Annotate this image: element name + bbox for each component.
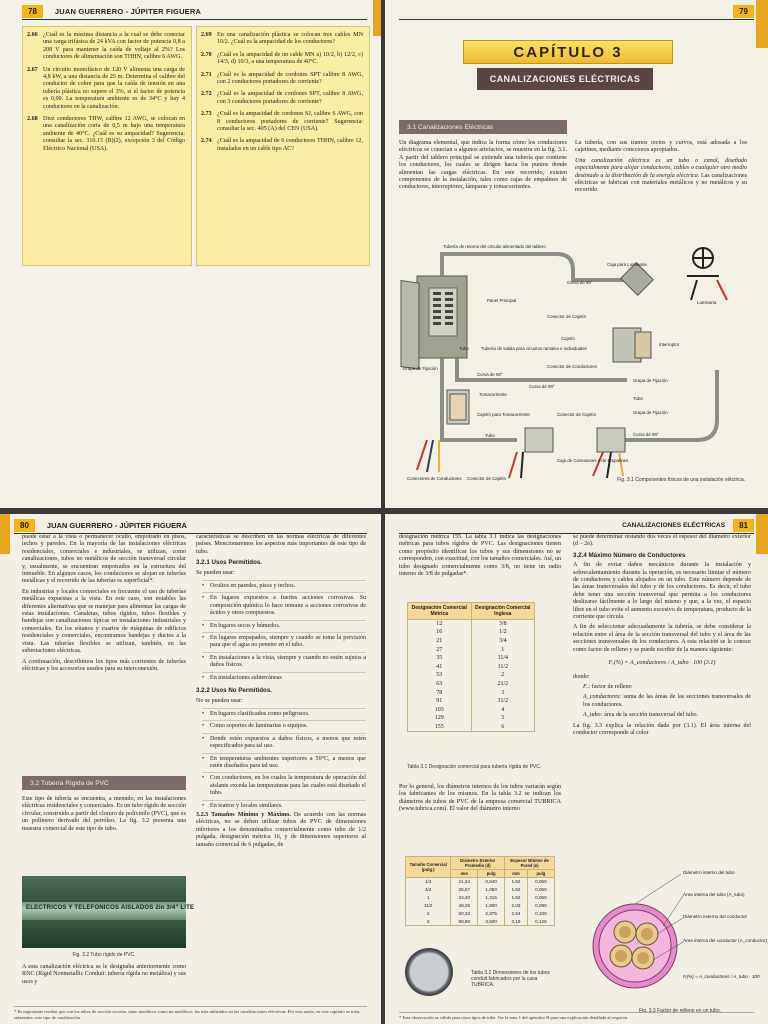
label-tubo2: Tubo	[633, 396, 643, 401]
table-row	[408, 654, 535, 663]
bullet-item: • Ocultos en paredes, pisos y techos.	[202, 580, 366, 592]
running-head: JUAN GUERRERO - JÚPITER FIGUERA	[54, 6, 202, 16]
definition-symbol: Fᵣ:	[583, 683, 591, 690]
bullet-item: • En lugares expuestos a fuertes acciones corrosivas. Su composición química lo hace inmune a acciones corrosivas de ácidos y otros compuestos.	[202, 592, 366, 619]
table-cell: 11/2	[471, 662, 534, 671]
exercise-text: ¿Cuál es la ampacidad de cordones SJ, calibre 6 AWG, con 8 conductores portadores de corriente? Sugerencia: consultar la sec. 405 (A) del CEN (USA).	[217, 111, 363, 133]
table-row	[406, 878, 555, 886]
label-tubo3: Tubo	[485, 433, 495, 438]
label-luminaria: Luminaria	[697, 300, 717, 305]
paragraph: designación métrica 155. La tabla 3.1 indica las designaciones métricas para tubos rígidos de PVC. Las designaciones tienen como propósito identificar los tubos y sus dimensiones no se corresponden, con exactitud, con los tamaños comerciales. Así, un tubo designado comercialmente como 3/8, no tiene un radio interno de 3/8 de pulgadas*.	[399, 534, 561, 578]
table-cell: 21,34	[451, 878, 478, 886]
exercise-text: ¿Cuál es la máxima distancia a la cual se debe conectar una carga trifásica de 24 kVA con factor de potencia 0,8 a 208 V para mantener la caída de voltaje al 2%? Los conductores de alimentación son THHN, calibre 6 AWG.	[43, 32, 185, 61]
chapter-subtitle: CANALIZACIONES ELÉCTRICAS	[477, 68, 653, 90]
definition-italic: Una canalización eléctrica es un tubo o canal, diseñado especialmente para alojar conductores, cables o cualquier otro medio destinado a la distribución de la energía eléctrica.	[575, 157, 747, 179]
table-row	[408, 714, 535, 723]
label-cajetin: Cajetín	[561, 336, 575, 341]
table-cell: 1,050	[478, 886, 505, 894]
table-cell: 21/2	[471, 680, 534, 689]
definition-item	[573, 684, 751, 691]
label-grapa: Grapa de Fijación	[403, 366, 438, 371]
subsection-heading: 3.2.4 Máximo Número de Conductores	[573, 551, 686, 559]
table-row	[406, 886, 555, 894]
page-header	[399, 518, 754, 532]
text-column-left-3	[22, 964, 186, 989]
label-curva90c: Curva de 90°	[529, 384, 555, 389]
page-81	[385, 514, 768, 1024]
label-conectores-conductores: Conectores de Conductores	[407, 476, 462, 481]
chapter-tab	[756, 0, 768, 48]
definition-text: factor de relleno	[591, 683, 632, 690]
table-cell: 2,03	[505, 902, 528, 910]
table-cell: 0,060	[527, 886, 554, 894]
label-area-tubo: Área interna del tubo (A_tubo)	[683, 892, 745, 897]
table-row	[408, 697, 535, 706]
table-cell: 3/4	[406, 886, 451, 894]
exercise-item	[197, 32, 369, 47]
paragraph: Por lo general, los diámetros internos de los tubos variarán según los fabricantes de los mismos. En la tabla 3.2 se indican los diámetros de tubos de PVC de la empresa comercial TUBRICA (www.tubrica.com). El valor del diámetro interno	[399, 784, 561, 813]
paragraph: A continuación, describimos los tipos más corrientes de tuberías eléctricas y los accesorios usados para su interconexión.	[22, 658, 186, 672]
label-grapa3: Grapa de Fijación	[633, 410, 668, 415]
table-header: Tamaño Comercial (pulg.)	[406, 857, 451, 878]
label-interruptor: Interruptor	[659, 342, 680, 347]
exercise-item	[23, 67, 191, 111]
paragraph	[575, 158, 747, 195]
chapter-tab	[756, 514, 768, 554]
table-cell: 35	[408, 654, 472, 663]
table-cell: 2,375	[478, 910, 505, 918]
table-cell: 31/2	[471, 697, 534, 706]
definition-item	[573, 694, 751, 709]
table-cell: 33,40	[451, 894, 478, 902]
table-header: Espesor Mínimo de Pared (e)	[505, 857, 555, 870]
table-cell: 0,080	[527, 902, 554, 910]
label-conector-cajetin2: Conector de Cajetín	[557, 412, 597, 417]
table-cell: 1,315	[478, 894, 505, 902]
table-row	[406, 894, 555, 902]
table-cell: 0,060	[527, 878, 554, 886]
page-number: 79	[733, 5, 754, 18]
bullet-item: • En instalaciones subterráneas	[202, 672, 366, 684]
exercise-item	[197, 72, 369, 87]
label-curva90d: Curva de 90°	[633, 432, 659, 437]
tube-print: ELECTRICOS Y TELEFONICOS AISLADOS 2in 3/4" LITE	[26, 905, 195, 911]
junction-box	[525, 428, 553, 452]
label-conector-cajetin3: Conector de Cajetín	[467, 476, 507, 481]
table-row	[408, 620, 535, 629]
exercise-number: 2.70	[201, 51, 212, 58]
label-caja-lum: Caja para Luminaria	[607, 262, 647, 267]
definition-item	[573, 712, 751, 719]
exercise-box-left	[22, 26, 192, 266]
exercise-item	[197, 91, 369, 106]
table-cell: 63	[408, 680, 472, 689]
figure-caption: Fig. 3.2 Tubo rígido de PVC.	[72, 952, 136, 958]
label-cajetin-toma: Cajetín para Tomacorriente	[477, 412, 530, 417]
page-header	[14, 518, 367, 532]
table-cell: 11/2	[406, 902, 451, 910]
panel-door	[401, 281, 419, 370]
page-80	[0, 514, 381, 1024]
paragraph: puede estar a la vista o permanecer oculto, empotrado en pisos, techos y paredes. En la mayoría de las instalaciones eléctricas residenciales, comerciales e industriales, se utilizan, como canalizaciones, tubos no metálicos de sección transversal circular y, usualmente, se encuentran empotrados en la estructura del inmueble. En algunos casos, los conductores se alojan en tuberías metálicas y el recorrido de las tuberías es superficial*.	[22, 534, 186, 585]
paragraph-rest: Las canalizaciones eléctricas se fabrican con materiales metálicos y no metálicos y su recorrido	[575, 172, 747, 194]
table-cell: 11/4	[471, 654, 534, 663]
text-column-left	[399, 534, 561, 581]
table-cell: 1/2	[471, 628, 534, 637]
table-cell: 1,900	[478, 902, 505, 910]
table-row	[408, 680, 535, 689]
paragraph: No se pueden usar:	[196, 697, 243, 704]
exercise-text: ¿Cuál es la ampacidad de cordones SPT calibre 8 AWG, con 2 conductores portadores de corriente?	[217, 71, 363, 86]
table-cell: 53	[408, 671, 472, 680]
label-caja-conexiones: Caja de Conexiones o de Empalmes	[557, 458, 629, 463]
exercise-number: 2.74	[201, 138, 212, 145]
page-header	[22, 4, 367, 18]
figure-caption: Fig. 3.3 Factor de relleno en un tubo.	[639, 1008, 721, 1014]
table-cell: 91	[408, 697, 472, 706]
table-3-1	[407, 602, 535, 732]
table-cell: 88,90	[451, 918, 478, 926]
table-cell: 129	[408, 714, 472, 723]
text-column-right	[573, 534, 751, 740]
text-column-left-2	[399, 784, 561, 817]
table-cell: 155	[408, 723, 472, 732]
table-cell: 1,52	[505, 886, 528, 894]
subsection-heading: 3.2.1 Usos Permitidos.	[196, 559, 263, 567]
bullet-item: • En lugares secos y húmedos.	[202, 620, 366, 632]
table-cell: 3,500	[478, 918, 505, 926]
table-row	[408, 705, 535, 714]
table-cell: 0,100	[527, 910, 554, 918]
exercise-item	[23, 32, 191, 62]
table-row	[406, 918, 555, 926]
paragraph: La tubería, con sus tramos rectos y curvos, está adosada a los cajetines, mediante conectores apropiados.	[575, 140, 747, 154]
table-cell: 16	[408, 628, 472, 637]
table-cell: 5	[471, 714, 534, 723]
exercise-text: ¿Cuál es la ampacidad de un cable MN a) 10/2, b) 12/2, c) 14/3, d) 10/3, a una temperatura de 40°C.	[217, 51, 363, 66]
bullet-item: • En instalaciones a la vista, siempre y cuando no estén sujetos a daños físicos.	[202, 652, 366, 672]
page-number: 78	[22, 5, 43, 18]
table-row	[406, 902, 555, 910]
table-cell: 4	[471, 705, 534, 714]
table-cell: 3/8	[471, 620, 534, 629]
paragraph: A fin de seleccionar adecuadamente la tubería, se debe considerar la relación entre el área de la sección transversal del tubo y el área de las secciones transversales de los conductores. A esta relación se le conoce como factor de relleno y se puede escribir de la manera siguiente:	[573, 624, 751, 653]
pvc-tube-photo	[22, 876, 195, 948]
running-head: JUAN GUERRERO - JÚPITER FIGUERA	[46, 520, 187, 530]
unit-header: mm	[451, 870, 478, 878]
page-78	[0, 0, 381, 508]
bullet-item: • En temperaturas ambientes superiores a 50°C, a menos que estén diseñados para tal uso.	[202, 753, 366, 773]
table-cell: 27	[408, 645, 472, 654]
table-cell: 1/2	[406, 878, 451, 886]
table-cell: 2	[406, 910, 451, 918]
table-cell: 60,32	[451, 910, 478, 918]
chapter-tab	[0, 514, 10, 554]
text-column-left-2	[22, 796, 186, 836]
label-tomacorriente: Tomacorriente	[479, 392, 507, 397]
section-heading: 3.1 Canalizaciones Eléctricas	[399, 120, 567, 134]
exercise-item	[197, 111, 369, 133]
unit-header: pulg	[527, 870, 554, 878]
formula-definitions	[573, 684, 751, 720]
text-column-right	[575, 140, 747, 198]
label-tubo: Tubo	[459, 346, 469, 351]
definition-symbol: A_conductores:	[583, 694, 622, 701]
paragraph: A esta canalización eléctrica se le designaba anteriormente como RNC (Rigid Nonmetallic Conduit: tubería rígida no metálica) y sus usos y	[22, 964, 186, 985]
table-header: Diámetro Exterior Promedio (d)	[451, 857, 505, 870]
subsection-heading: 3.2.2 Usos No Permitidos.	[196, 687, 272, 695]
paragraph: características se describen en las normas eléctricas de diferentes países. Mencionaremos los aspectos más importantes de este tipo de tubo.	[196, 534, 366, 555]
table-cell: 41	[408, 662, 472, 671]
conduit-up	[442, 254, 627, 280]
table-cell: 21	[408, 637, 472, 646]
fill-factor-diagram	[591, 866, 768, 1006]
table-row	[408, 723, 535, 732]
switch	[635, 332, 651, 358]
text-column-right	[196, 534, 366, 852]
definition-text: área de la sección transversal del tubo.	[604, 712, 699, 719]
exercise-item	[197, 138, 369, 153]
table-cell: 78	[408, 688, 472, 697]
section-heading: 3.2 Tubería Rígida de PVC	[22, 776, 186, 790]
label-panel: Panel Principal	[487, 298, 517, 303]
table-cell: 3	[406, 918, 451, 926]
table-cell: 0,060	[527, 894, 554, 902]
table-cell: 3/4	[471, 637, 534, 646]
page-number: 80	[14, 519, 35, 532]
tube-inner	[599, 910, 671, 982]
label-curva90a: Curva de 90°	[567, 280, 593, 285]
table-cell: 1	[406, 894, 451, 902]
luminaire	[687, 248, 719, 276]
allowed-uses-list	[196, 580, 366, 684]
table-cell: 103	[408, 705, 472, 714]
table-cell: 12	[408, 620, 472, 629]
exercise-item	[197, 52, 369, 67]
table-row	[408, 637, 535, 646]
exercise-text: En una canalización plástica se colocan tres cables MN 10/2. ¿Cuál es la ampacidad de los conductores?	[217, 32, 363, 46]
table-cell: 3	[471, 688, 534, 697]
exercise-item	[23, 116, 191, 153]
footnote: * Es importante resaltar que son los tubos de sección circular, tanto metálicos como no metálicos, los más utilizados en las canalizaciones eléctricas. Por esta razón, en este capítulo se trata, solamente, este tipo de canalización.	[14, 1006, 367, 1020]
fig-formula: Fᵣ(%) = A_conductores / A_tubo · 100	[683, 974, 760, 979]
table-3-2	[405, 856, 555, 926]
table-row	[408, 662, 535, 671]
outlet	[450, 394, 466, 420]
subsection-heading: 3.2.3 Tamaños Mínimo y Máximo.	[196, 811, 291, 818]
paragraph: Un diagrama elemental, que indica la forma cómo los conductores eléctricos se conectan a algunos artefactos, se muestra en la fig. 3.1. A partir del tablero principal se extiende una tubería que contiene los conductores, los cuales se dirigen hacia los puntos donde alimentan las cargas eléctricas. En este recorrido, existen componentes de la instalación, tales como cajas de empalmes de conductores, interruptores, lámparas y tomacorrientes.	[399, 140, 567, 191]
table-row	[408, 688, 535, 697]
exercise-number: 2.67	[27, 66, 38, 73]
page-header	[399, 4, 754, 18]
formula-3-1: Fᵣ(%) = A_conductores / A_tubo · 100 (3.1)	[608, 660, 716, 667]
definition-text: suma de las áreas de las secciones transversales de los conductores.	[583, 694, 751, 708]
table-row	[408, 671, 535, 680]
paragraph: A fin de evitar daños mecánicos durante la instalación y sobrecalentamiento durante la operación, es necesario limitar el número de conductores y cables alojados en un tubo. Este número depende de las áreas transversales del tubo y de los conductores. Es decir, el tubo debe tener una sección transversal que permita a los conductores deslizarse fácilmente a lo largo del mismo y que, a la vez, el espacio libre en el tubo evite el aumento excesivo de temperatura, producto de la corriente que circula.	[573, 562, 751, 621]
bullet-item: • En lugares empapados, siempre y cuando se tome la previsión para que el agua no penetre en el tubo.	[202, 632, 366, 652]
bullet-item: • En teatros y locales similares.	[202, 800, 366, 812]
forbidden-uses-list	[196, 708, 366, 812]
table-cell: 3,18	[505, 918, 528, 926]
table-header: Designación Comercial Métrica	[408, 603, 472, 620]
label-conector-cajetin: Conector de Cajetín	[547, 314, 587, 319]
table-cell: 1,52	[505, 878, 528, 886]
table-cell: 26,67	[451, 886, 478, 894]
label-tuberia-salida: Tubería de salida para circuitos ramales e individuales	[481, 346, 587, 351]
table-caption: Tabla 3.2 Dimensiones de los tubos conduit fabricados por la casa TUBRICA.	[471, 970, 550, 988]
table-cell: 48,26	[451, 902, 478, 910]
paragraph-text: De acuerdo con las normas eléctricas, no se deben utilizar tubos de PVC de dimensiones inferiores a los denominados comercialmente como tubo de 1/2 pulgada, designación métrica 16, y de dimensiones superiores al tamaño comercial de 6 pulgadas, de	[196, 811, 366, 848]
exercise-text: Diez conductores THW, calibre 12 AWG, se colocan en una canalización corta de 0,5 m bajo una temperatura ambiente de 40°C. ¿Cuál es su ampacidad? Sugerencia: consultar la sec. 310.15 (B)(2), excepción 3 del Código Eléctrico Nacional (USA).	[43, 116, 185, 152]
exercise-number: 2.72	[201, 91, 212, 98]
definition-symbol: A_tubo:	[583, 712, 603, 719]
bullet-item: • Como soportes de luminarias o equipos.	[202, 720, 366, 732]
figure-caption: Fig. 3.1 Componentes físicos de una instalación eléctrica.	[617, 477, 745, 483]
table-cell: 0,125	[527, 918, 554, 926]
unit-header: mm	[505, 870, 528, 878]
installation-diagram	[397, 240, 749, 490]
exercise-text: Un circuito monofásico de 120 V alimenta una carga de 4,8 kW, a una distancia de 25 m. Determina el calibre del conductor de cobre para que la caída de tensión en una tubería plástica no supere el 3%, si el factor de potencia es 0,90. La temperatura ambiente es de 34°C y hay 4 conductores en la canalización.	[43, 66, 185, 110]
paragraph: En industrias y locales comerciales es frecuente el uso de tuberías metálicas expuestas a la vista. En este caso, son notables las diferentes alternativas que se manejan para alimentar las cargas de estas instalaciones. Canaletas, tubos rígidos, tubos flexibles y bandejas son canalizaciones típicas en instalaciones industriales y comerciales. En los sótanos y cuartos de máquinas de edificios residenciales y comerciales, encontramos bandejas y ductos a la vista. Las tuberías flexibles se utilizan, también, en las subestaciones eléctricas.	[22, 588, 186, 655]
label-area-cond: Área interna del conductor (A_conductor)	[683, 938, 768, 943]
text-column-left	[22, 534, 186, 676]
table-cell: 2,54	[505, 910, 528, 918]
unit-header: pulg	[478, 870, 505, 878]
label-conector-conductores: Conector de Conductores	[547, 364, 598, 369]
label-grapa2: Grapa de Fijación	[633, 378, 668, 383]
paragraph: se puede determinar restando dos veces el espesor del diámetro exterior (d – 2e).	[573, 534, 751, 548]
paragraph: La fig. 3.3 explica la relación dada por (3.1). El área interna del conductor corresponde al color	[573, 722, 751, 736]
exercise-number: 2.71	[201, 71, 212, 78]
label-tuberia: Tubería de retorno del circuito alimentado del tablero	[443, 244, 546, 249]
page-79	[385, 0, 768, 508]
bullet-item: • Donde estén expuestos a daños físicos, a menos que estén especificados para tal uso.	[202, 733, 366, 753]
page-number: 81	[733, 519, 754, 532]
table-row	[406, 910, 555, 918]
exercise-text: ¿Cuál es la ampacidad de cordones SPT, calibre 8 AWG, con 3 conductores portadores de corriente?	[217, 91, 363, 105]
table-cell: 6	[471, 723, 534, 732]
table-cell: 1	[471, 645, 534, 654]
exercise-text: ¿Cuál es la ampacidad de 6 conductores THHN, calibre 12, instalados en un cable tipo AC?	[217, 138, 363, 152]
tube-cross-section-photo	[405, 948, 453, 996]
table-caption: Tabla 3.1 Designación comercial para tubería rígida de PVC.	[407, 764, 542, 770]
table-row	[408, 628, 535, 637]
table-row	[408, 645, 535, 654]
table-cell: 0,840	[478, 878, 505, 886]
table-header: Designación Comercial Inglesa	[471, 603, 534, 620]
footnote: * Esta observación es válida para otros tipos de tubo. Ver la nota 1 del apéndice B para una explicación detallada al respecto.	[399, 1012, 754, 1021]
bullet-item: • En lugares clasificados como peligrosos.	[202, 708, 366, 720]
chapter-tab	[373, 0, 381, 36]
table-cell: 2	[471, 671, 534, 680]
paragraph	[196, 812, 366, 849]
exercise-number: 2.68	[27, 116, 38, 123]
running-head: CANALIZACIONES ELÉCTRICAS	[622, 521, 726, 529]
chapter-title: CAPÍTULO 3	[463, 40, 673, 64]
junction-box-2	[597, 428, 625, 452]
luminaire-box	[621, 263, 654, 296]
label-curva90b: Curva de 90°	[477, 372, 503, 377]
paragraph: Se pueden usar:	[196, 569, 235, 576]
paragraph: Este tipo de tubería se encuentra, a menudo, en las instalaciones eléctricas residenciales y comerciales. Es un tubo rígido de sección circular, construido a partir del cloruro de polivinilo (PVC), que es un polímero derivado del petróleo. La fig. 3.2 presenta una muestra comercial de este tipo de tubo.	[22, 796, 186, 832]
label-diam-tubo: Diámetro interno del tubo	[683, 870, 735, 875]
exercise-number: 2.69	[201, 32, 212, 38]
exercise-number: 2.66	[27, 32, 38, 38]
bullet-item: • Con conductores, en los cuales la temperatura de operación del aislante exceda las temperaturas para las cuales está diseñado el tubo.	[202, 772, 366, 799]
exercise-box-right	[196, 26, 370, 266]
donde-label: donde:	[573, 673, 590, 680]
exercise-number: 2.73	[201, 111, 212, 118]
table-cell: 1,52	[505, 894, 528, 902]
text-column-left	[399, 140, 567, 195]
label-diam-cond: Diámetro externo del conductor	[683, 914, 748, 919]
